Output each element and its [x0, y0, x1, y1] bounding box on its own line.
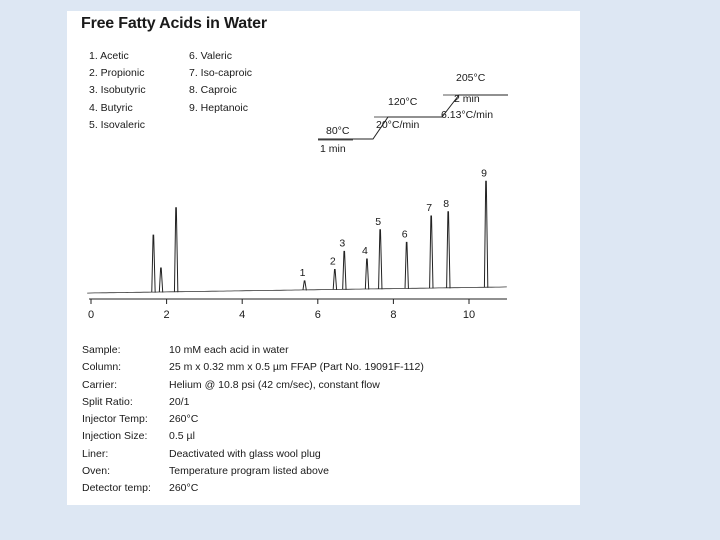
x-tick-label: 6 [314, 309, 321, 321]
figure-title: Free Fatty Acids in Water [81, 15, 267, 32]
temp-step1-hold: 1 min [320, 143, 346, 155]
condition-label: Liner: [82, 447, 109, 460]
condition-row [82, 446, 424, 463]
peak [447, 212, 450, 288]
conditions-table [82, 342, 424, 498]
peak [405, 242, 408, 289]
solvent-peak [159, 268, 162, 293]
peak [484, 181, 487, 288]
condition-row [82, 342, 424, 359]
peak [343, 251, 346, 290]
peak-list-item: 6. Valeric [189, 50, 232, 62]
solvent-peak [152, 235, 155, 293]
condition-label: Carrier: [82, 378, 118, 391]
condition-value: Helium @ 10.8 psi (42 cm/sec), constant flow [169, 378, 380, 391]
solvent-peak [174, 208, 177, 293]
condition-value: 260°C [169, 413, 199, 426]
condition-label: Column: [82, 361, 122, 374]
condition-row [82, 411, 424, 428]
peak-label: 2 [329, 255, 336, 268]
peak-label: 7 [426, 202, 433, 215]
figure-card [67, 11, 580, 505]
peak-label: 8 [443, 197, 450, 210]
temp-step3-label: 205°C [456, 72, 486, 84]
condition-row [82, 359, 424, 376]
peak [333, 269, 336, 290]
x-tick-label: 8 [390, 309, 397, 321]
temp-step2-label: 120°C [388, 96, 418, 108]
condition-value: 0.5 µl [169, 430, 195, 443]
peak-label: 6 [401, 228, 408, 241]
peak-label: 4 [362, 244, 368, 257]
peak-list-item: 7. Iso-caproic [189, 67, 253, 80]
condition-value: 10 mM each acid in water [169, 344, 289, 356]
condition-label: Detector temp: [82, 482, 151, 495]
temp-step3-hold: 2 min [454, 93, 480, 105]
condition-row [82, 377, 424, 394]
condition-row [82, 463, 424, 480]
condition-label: Injection Size: [82, 430, 148, 443]
condition-row [82, 394, 424, 411]
chromatogram-baseline [87, 287, 507, 293]
peak-list-item: 9. Heptanoic [189, 101, 248, 114]
condition-row [82, 480, 424, 497]
temp-step3-rate: 6.13°C/min [441, 109, 494, 121]
peak-label: 3 [339, 237, 346, 250]
temp-step2-rate: 20°C/min [376, 119, 420, 131]
peak-list-item: 8. Caproic [189, 84, 237, 97]
peak-list-item: 4. Butyric [89, 101, 133, 114]
condition-label: Sample: [82, 344, 121, 356]
peak-list-item: 2. Propionic [89, 67, 145, 80]
x-tick-label: 2 [163, 309, 170, 321]
x-tick-label: 4 [239, 309, 246, 321]
peak-label: 1 [299, 266, 306, 279]
condition-label: Oven: [82, 465, 111, 478]
condition-value: Deactivated with glass wool plug [169, 447, 321, 460]
condition-label: Split Ratio: [82, 395, 133, 408]
peak-list-item: 3. Isobutyric [89, 84, 146, 97]
temp-step1-label: 80°C [326, 125, 350, 137]
peak [379, 230, 382, 290]
x-tick-label: 0 [87, 309, 95, 321]
peak [365, 259, 368, 290]
peak-label: 9 [481, 167, 487, 180]
peak-list-item: 1. Acetic [89, 50, 129, 62]
condition-row [82, 428, 424, 445]
condition-value: 260°C [169, 482, 199, 495]
condition-label: Injector Temp: [82, 413, 148, 426]
condition-value: 20/1 [169, 395, 190, 408]
condition-value: 25 m x 0.32 mm x 0.5 µm FFAP (Part No. 19091F-112) [169, 361, 424, 374]
peak-list-item: 5. Isovaleric [89, 118, 146, 131]
x-tick-label: 10 [462, 309, 476, 321]
chromatogram-chart [67, 11, 580, 331]
peak [430, 216, 433, 288]
peak [303, 281, 306, 291]
condition-value: Temperature program listed above [169, 465, 329, 478]
peak-label: 5 [375, 215, 382, 228]
